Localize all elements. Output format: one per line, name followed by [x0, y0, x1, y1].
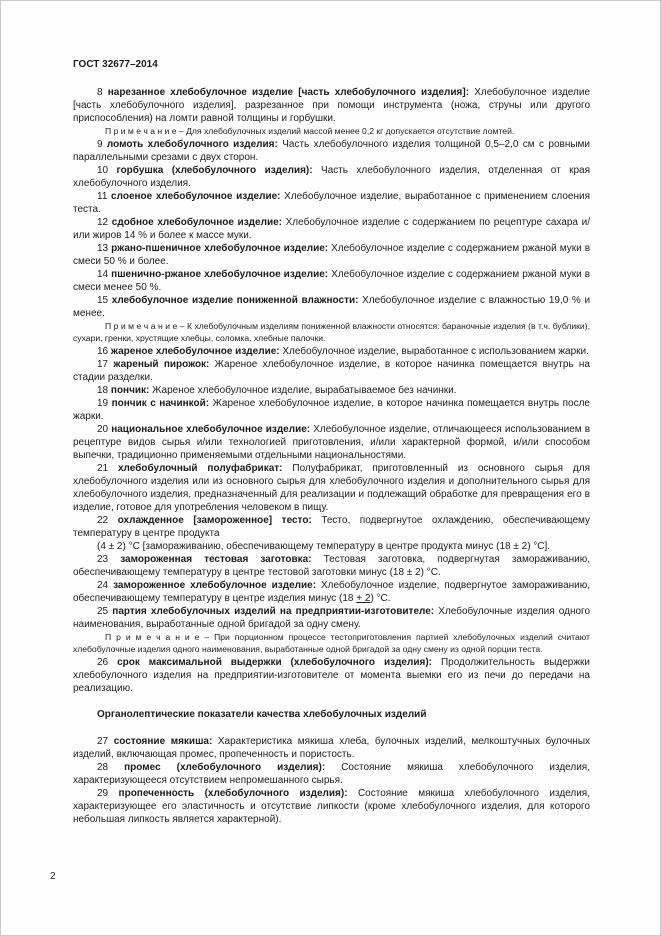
term-definition: Часть хлебобулочного изделия толщиной 0,5–2,0 см с ровными параллельными срезами с двух сторон.	[73, 138, 590, 163]
term-number: 29	[97, 787, 109, 799]
term-paragraph-22-continued	[73, 540, 590, 553]
term-paragraph-20	[73, 423, 590, 462]
term-definition-tail: ) °С.	[370, 592, 391, 604]
term-name: национальное хлебобулочное изделие:	[111, 423, 311, 435]
term-definition: Хлебобулочные изделия одного наименования, выработанные одной бригадой за одну смену.	[73, 605, 591, 630]
term-paragraph-13	[73, 242, 590, 268]
term-name: пшенично-ржаное хлебобулочное изделие:	[111, 268, 329, 280]
term-number: 15	[97, 294, 109, 306]
term-number: 23	[97, 553, 109, 565]
term-name: замороженное хлебобулочное изделие:	[113, 579, 317, 591]
term-definition: Хлебобулочное изделие [часть хлебобулочного изделия], разрезанное при помощи инструмента (ножа, струны или другого приспособления) на ломти равной толщины и горбушки.	[73, 87, 591, 124]
term-definition: Полуфабрикат, приготовленный из основного сырья для хлебобулочного изделия или из основного сырья для хлебобулочного изделия и дополнительного сырья для хлебобулочного изделия, предназначенный для реализации и подлежащий обработке для превращения его в изделие, готовое для употребления человеком в пищу.	[73, 462, 591, 513]
term-number: 27	[97, 735, 109, 747]
term-definition: Состояние мякиша хлебобулочного изделия, характеризующее его эластичность и отсутствие липкости (кроме хлебобулочного изделия, для которого небольшая липкость является характерной).	[73, 787, 590, 825]
term-number: 28	[97, 761, 109, 773]
page-number: 2	[50, 871, 56, 882]
term-number: 26	[97, 656, 109, 668]
term-definition: Характеристика мякиша хлеба, булочных изделий, мелкоштучных булочных изделий, включающая промес, пропеченность и пористость.	[73, 735, 591, 760]
term-number: 17	[97, 358, 109, 370]
term-note-8: П р и м е ч а н и е – Для хлебобулочных изделий массой менее 0,2 кг допускается отсутствие ломтей.	[105, 126, 515, 136]
term-name: жареное хлебобулочное изделие:	[110, 345, 280, 357]
term-name: жареный пирожок:	[113, 358, 210, 370]
term-name: ржано-пшеничное хлебобулочное изделие:	[111, 242, 329, 254]
term-name: хлебобулочное изделие пониженной влажности:	[111, 294, 359, 306]
term-name: пропеченность (хлебобулочного изделия):	[118, 787, 348, 799]
document-body	[73, 86, 590, 826]
term-number: 19	[97, 397, 109, 409]
term-paragraph-27	[73, 735, 590, 761]
term-definition: Жареное хлебобулочное изделие, в которое начинка помещается внутрь на стадии разделки.	[73, 358, 590, 383]
term-definition: Часть хлебобулочного изделия, отделенная от края хлебобулочного изделия.	[73, 164, 590, 189]
term-number: 20	[97, 423, 109, 435]
term-paragraph-11	[73, 190, 590, 216]
term-number: 10	[97, 164, 109, 176]
term-paragraph-28	[73, 761, 590, 787]
term-name: нарезанное хлебобулочное изделие [часть хлебобулочного изделия]:	[107, 87, 470, 98]
term-paragraph-21	[73, 462, 590, 514]
term-name: состояние мякиша:	[113, 735, 213, 747]
term-paragraph-23	[73, 553, 590, 579]
term-note-15: П р и м е ч а н и е – К хлебобулочным изделиям пониженной влажности относятся: бараночные изделия (в т.ч. бублики), сухари, гренки, хрустящие хлебцы, соломка, хлебные палочки.	[73, 320, 590, 344]
term-number: 11	[97, 190, 108, 202]
term-name: пончик:	[110, 384, 150, 396]
term-name: пончик с начинкой:	[111, 397, 210, 409]
section-heading: Органолептические показатели качества хлебобулочных изделий	[97, 708, 427, 720]
term-paragraph-22	[73, 514, 590, 540]
term-name: партия хлебобулочных изделий на предприятии-изготовителе:	[112, 605, 435, 617]
term-number: 16	[97, 345, 109, 357]
term-definition-continued: (4 ± 2) °С [замораживанию, обеспечивающему температуру в центре продукта минус (18 ± 2) °С].	[97, 540, 551, 552]
term-name: промес (хлебобулочного изделия):	[124, 761, 326, 773]
term-definition: Жареное хлебобулочное изделие, вырабатываемое без начинки.	[152, 384, 457, 396]
term-definition: Жареное хлебобулочное изделие, в которое начинка помещается внутрь после жарки.	[73, 397, 590, 422]
term-definition: Тесто, подвергнутое охлаждению, обеспечивающему температуру в центре продукта	[73, 514, 591, 539]
term-definition-underlined: + 2	[356, 592, 371, 604]
term-name: хлебобулочный полуфабрикат:	[117, 462, 283, 474]
term-paragraph-24	[73, 579, 590, 605]
term-number: 14	[97, 268, 109, 280]
term-paragraph-17	[73, 358, 590, 384]
term-number: 21	[97, 462, 109, 474]
term-paragraph-26	[73, 656, 590, 695]
term-definition: Состояние мякиша хлебобулочного изделия, характеризующееся отсутствием непромешанного сырья.	[73, 761, 591, 786]
term-name: горбушка (хлебобулочного изделия):	[116, 164, 313, 176]
term-definition: Тестовая заготовка, подвергнутая замораживанию, обеспечивающему температуру в центре тестовой заготовки минус (18 ± 2) °С.	[73, 553, 590, 578]
term-definition: Хлебобулочное изделие с влажностью 19,0 % и менее.	[73, 294, 591, 319]
term-number: 22	[97, 514, 109, 526]
term-definition: Хлебобулочное изделие с содержанием ржаной муки в смеси менее 50 %.	[73, 268, 591, 293]
term-paragraph-19	[73, 397, 590, 423]
term-paragraph-14	[73, 268, 590, 294]
term-name: охлажденное [замороженное] тесто:	[117, 514, 312, 526]
term-definition: Хлебобулочное изделие с содержанием по рецептуре сахара и/или жиров 14 % и более к массе муки.	[73, 216, 590, 241]
term-paragraph-9	[73, 138, 590, 164]
term-paragraph-8	[73, 86, 590, 125]
term-number: 9	[97, 138, 103, 150]
term-number: 12	[97, 216, 109, 228]
term-definition: Хлебобулочное изделие, подвергнутое замораживанию, обеспечивающему температуру в центре изделия минус (18	[73, 579, 591, 604]
term-paragraph-25	[73, 605, 590, 631]
term-definition: Хлебобулочное изделие, отличающееся использованием в рецептуре видов сырья и/или технологией приготовления, и/или характерной формой, и/или способом выпечки, традиционно применяемыми отдельными национальностями.	[73, 423, 591, 461]
document-header: ГОСТ 32677–2014	[73, 59, 158, 70]
term-number: 24	[97, 579, 109, 591]
term-name: слоеное хлебобулочное изделие:	[111, 190, 281, 202]
term-paragraph-10	[73, 164, 590, 190]
term-number: 18	[97, 384, 109, 396]
term-definition: Продолжительность выдержки хлебобулочного изделия на предприятии-изготовителе от момента выемки его из печи до передачи на реализацию.	[73, 656, 591, 694]
term-paragraph-16	[73, 345, 590, 358]
term-name: ломоть хлебобулочного изделия:	[106, 138, 278, 150]
term-name: замороженная тестовая заготовка:	[120, 553, 312, 565]
term-paragraph-15	[73, 294, 590, 320]
term-definition: Хлебобулочное изделие, выработанное с применением слоения теста.	[73, 190, 590, 215]
term-number: 8	[97, 87, 103, 98]
term-paragraph-29	[73, 787, 590, 826]
term-paragraph-18	[73, 384, 590, 397]
term-paragraph-12	[73, 216, 590, 242]
term-definition: Хлебобулочное изделие, выработанное с использованием жарки.	[282, 345, 589, 357]
term-number: 13	[97, 242, 109, 254]
term-definition: Хлебобулочное изделие с содержанием ржаной муки в смеси 50 % и более.	[73, 242, 591, 267]
term-number: 25	[97, 605, 109, 617]
term-name: сдобное хлебобулочное изделие:	[111, 216, 282, 228]
term-note-25: П р и м е ч а н и е – При порционном процессе тестоприготовления партией хлебобулочных изделий считают хлебобулочные изделия одного наименования, выработанные одной бригадой за одну смену из одной порции теста.	[73, 631, 590, 655]
term-name: срок максимальной выдержки (хлебобулочного изделия):	[117, 656, 432, 668]
